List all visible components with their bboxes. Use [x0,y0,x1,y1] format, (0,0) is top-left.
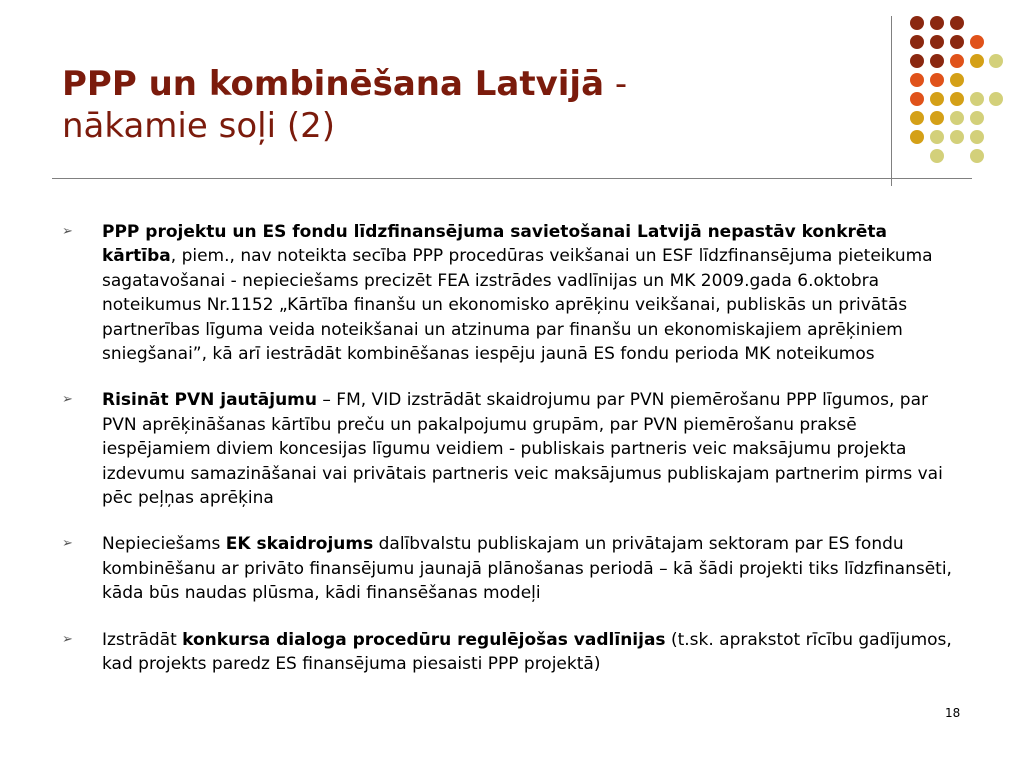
bullet-arrow-icon: ➢ [62,536,73,552]
bullet-text: Izstrādāt [102,629,183,650]
bullet-arrow-icon: ➢ [62,631,73,647]
decorative-dot [970,54,984,68]
bullet-text: Nepieciešams [102,534,226,555]
bullet-text: dalībvalstu publiskajam un privātajam sektoram par ES fondu kombinēšanu ar privāto finansējumu jaunajā plānošanas periodā – kā šādi projekti tiks līdzfinansēti, kāda būs naudas plūsma, kādi finansēšanas modeļi [102,534,952,604]
decorative-dot [930,54,944,68]
decorative-dot [930,111,944,125]
title-bold-text: PPP un kombinēšana Latvijā [62,64,605,104]
bullet-text: (t.sk. aprakstot rīcību gadījumos, kad projekts paredz ES finansējuma piesaisti PPP projektā) [102,629,952,675]
page-number: 18 [945,706,961,720]
decorative-dot [930,73,944,87]
bullet-bold-text: PPP projektu un ES fondu līdzfinansējuma savietošanai Latvijā nepastāv konkrēta kārtība [102,222,888,267]
decorative-dot [950,54,964,68]
decorative-dot [970,35,984,49]
decorative-dot [930,149,944,163]
decorative-dot [950,16,964,30]
title-dash: - [604,64,628,104]
bullet-item [62,220,962,366]
decorative-dot [930,92,944,106]
bullet-arrow-icon: ➢ [62,392,73,408]
decorative-dot [910,54,924,68]
bullet-item [62,388,962,510]
decorative-dot [930,35,944,49]
decorative-dot [970,130,984,144]
decorative-dot [910,130,924,144]
decorative-dot [970,92,984,106]
decorative-dot [950,35,964,49]
bullet-text: , piem., nav noteikta secība PPP procedūras veikšanai un ESF līdzfinansējuma pieteikuma sagatavošanai - nepieciešams precizēt FEA izstrādes vadlīnijas un MK 2009.gada 6.oktobra noteikumus Nr.1152 „Kārtība finanšu un ekonomisko aprēķinu veikšanai, publiskās un privātās partnerības līguma veida noteikšanai un atzinuma par finanšu un ekonomiskajiem aprēķiniem sniegšanai”, kā arī iestrādāt kombinēšanas iespēju jaunā ES fondu perioda MK noteikumos [102,246,933,365]
bullet-bold-text: EK skaidrojums [225,534,374,555]
bullet-item [62,532,962,605]
decorative-dot [950,73,964,87]
decorative-dot [970,149,984,163]
decorative-dot [910,92,924,106]
bullet-bold-text: Risināt PVN jautājumu [102,390,317,411]
decorative-dot [989,54,1003,68]
bullet-list [62,220,962,699]
title-line-2: nākamie soļi (2) [62,106,335,146]
decorative-dot [910,111,924,125]
decorative-dot [950,92,964,106]
decorative-dot [930,16,944,30]
bullet-item [62,628,962,677]
decorative-dot [950,111,964,125]
decorative-dot [910,16,924,30]
decorative-dot [970,111,984,125]
horizontal-divider [52,178,972,179]
vertical-divider [891,16,892,186]
title-line-1 [62,64,822,104]
decorative-dot [930,130,944,144]
decorative-dot [989,92,1003,106]
decorative-dot [910,35,924,49]
slide-title [62,64,822,148]
bullet-bold-text: konkursa dialoga procedūru regulējošas vadlīnijas [182,629,666,650]
bullet-arrow-icon: ➢ [62,224,73,239]
decorative-dot [950,130,964,144]
bullet-text: – FM, VID izstrādāt skaidrojumu par PVN piemērošanu PPP līgumos, par PVN aprēķināšanas kārtību preču un pakalpojumu grupām, par PVN piemērošanu praksē iespējamiem diviem koncesijas līgumu veidiem - publiskais partneris veic maksājumu projekta izdevumu samazināšanai vai privātais partneris veic maksājumus publiskajam partnerim pirms vai pēc peļņas aprēķina [102,390,943,509]
decorative-dot [910,73,924,87]
